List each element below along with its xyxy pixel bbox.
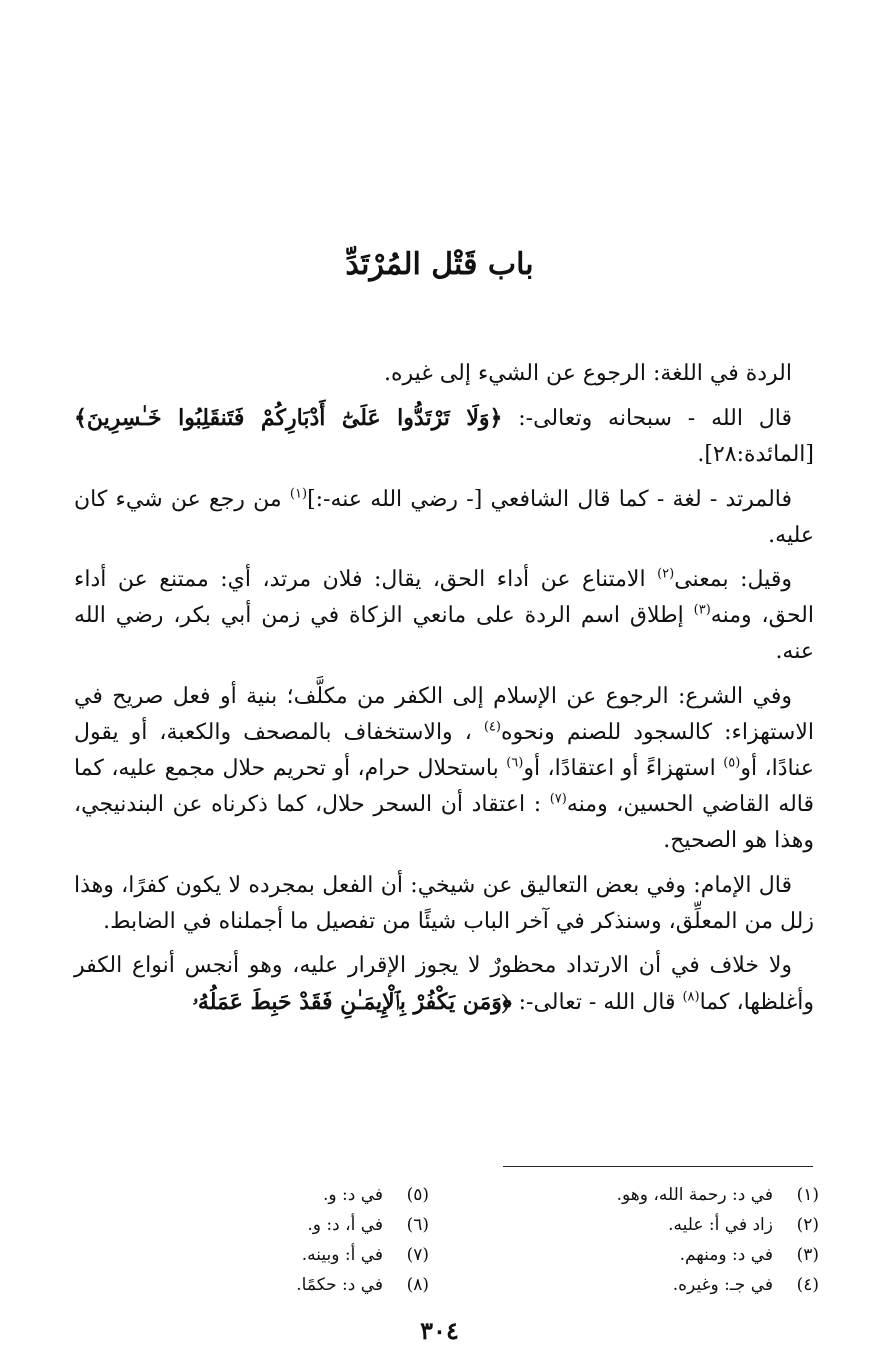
text-span: استهزاءً أو اعتقادًا، أو xyxy=(523,756,724,782)
text-span: : اعتقاد أن السحر حلال، كما ذكرناه عن البندنيجي، وهذا هو الصحيح. xyxy=(74,792,814,854)
footnote-text: في أ، د: و. xyxy=(307,1215,383,1235)
text-span: قال الإمام: وفي بعض التعاليق عن شيخي: أن الفعل بمجرده لا يكون كفرًا، وهذا زلل من المعلِّق، وسنذكر في آخر الباب شيئًا من تفصيل ما أجملناه في الضابط. xyxy=(74,872,814,934)
quran-verse: ﴿وَلَا تَرْتَدُّوا عَلَىٰٓ أَدْبَارِكُمْ فَتَنقَلِبُوا خَـٰسِرِينَ﴾ xyxy=(74,405,503,432)
footnote-text: في د: حكمًا. xyxy=(296,1275,383,1295)
footnote-number: (٦) xyxy=(406,1215,429,1235)
text-span: ، والاستخفاف بالمصحف والكعبة، أو يقول عنادًا، أو xyxy=(74,719,814,782)
paragraph-3 xyxy=(74,482,814,554)
footnote-text: في جـ: وغيره. xyxy=(672,1275,773,1295)
footnote-text: في د: رحمة الله، وهو. xyxy=(616,1185,773,1205)
text-span: قال الله - تعالى-: xyxy=(511,990,683,1016)
footnote-item xyxy=(59,1180,429,1210)
paragraph-5 xyxy=(74,679,814,860)
footnote-number: (٢) xyxy=(796,1215,819,1235)
footnote-ref[interactable]: (٧) xyxy=(549,791,567,807)
text-span: الردة في اللغة: الرجوع عن الشيء إلى غيره. xyxy=(384,361,792,386)
footnote-text: في د: و. xyxy=(322,1185,383,1205)
footnote-text: في أ: وبينه. xyxy=(301,1245,383,1265)
footnote-ref[interactable]: (٨) xyxy=(682,989,700,1005)
main-text xyxy=(74,356,814,1029)
paragraph-6 xyxy=(74,868,814,940)
footnote-item xyxy=(449,1270,819,1300)
footnote-item xyxy=(59,1240,429,1270)
paragraph-1 xyxy=(74,356,814,392)
paragraph-2 xyxy=(74,400,814,473)
footnote-number: (٣) xyxy=(796,1245,819,1265)
footnote-number: (٥) xyxy=(406,1185,429,1205)
footnote-ref[interactable]: (٥) xyxy=(723,755,741,771)
text-span: إطلاق اسم الردة على مانعي الزكاة في زمن أبي بكر، رضي الله عنه. xyxy=(74,603,814,665)
paragraph-4 xyxy=(74,562,814,671)
text-span: وقيل: بمعنى xyxy=(674,567,793,593)
paragraph-7 xyxy=(74,948,814,1021)
footnotes-column-left xyxy=(59,1180,429,1300)
text-span: قال الله - سبحانه وتعالى-: xyxy=(502,406,793,432)
footnote-ref[interactable]: (١) xyxy=(289,486,308,502)
footnote-number: (١) xyxy=(796,1185,819,1205)
footnote-number: (٧) xyxy=(406,1245,429,1265)
footnote-text: في د: ومنهم. xyxy=(679,1245,773,1265)
text-span: ولا خلاف في أن الارتداد محظورٌ لا يجوز الإقرار عليه، وهو أنجس أنواع الكفر وأغلظها، كما xyxy=(74,953,814,1016)
footnote-number: (٨) xyxy=(406,1275,429,1295)
quran-verse: ﴿وَمَن يَكْفُرْ بِٱلْإِيمَـٰنِ فَقَدْ حَبِطَ عَمَلُهُۥ xyxy=(192,989,512,1016)
text-span: من رجع عن شيء كان عليه. xyxy=(74,486,814,548)
footnote-number: (٤) xyxy=(796,1275,819,1295)
footnote-item xyxy=(449,1210,819,1240)
footnote-ref[interactable]: (٤) xyxy=(483,719,501,735)
text-span: فالمرتد - لغة - كما قال الشافعي [- رضي الله عنه-:] xyxy=(307,486,792,512)
footnote-ref[interactable]: (٢) xyxy=(657,566,675,582)
footnote-item xyxy=(449,1240,819,1270)
footnote-ref[interactable]: (٦) xyxy=(506,755,524,771)
text-span: [المائدة:٢٨]. xyxy=(697,442,814,468)
footnote-item xyxy=(59,1270,429,1300)
footnote-item xyxy=(59,1210,429,1240)
text-span: وفي الشرع: الرجوع عن الإسلام إلى الكفر من مكلَّف؛ بنية أو فعل صريح في الاستهزاء: كالسجود للصنم ونحوه xyxy=(74,683,814,745)
page-number: ٣٠٤ xyxy=(420,1316,459,1345)
chapter-title: باب قَتْل المُرْتَدِّ xyxy=(345,247,534,282)
footnotes-column-right xyxy=(449,1180,819,1300)
footnote-text: زاد في أ: عليه. xyxy=(668,1215,773,1235)
text-span: الامتناع عن أداء الحق، يقال: فلان مرتد، أي: ممتنع عن أداء الحق، ومنه xyxy=(74,567,814,629)
text-span: باستحلال حرام، أو تحريم حلال مجمع عليه، كما قاله القاضي الحسين، ومنه xyxy=(74,756,814,818)
footnote-item xyxy=(449,1180,819,1210)
footnote-divider xyxy=(503,1166,813,1167)
footnote-ref[interactable]: (٣) xyxy=(693,602,711,618)
